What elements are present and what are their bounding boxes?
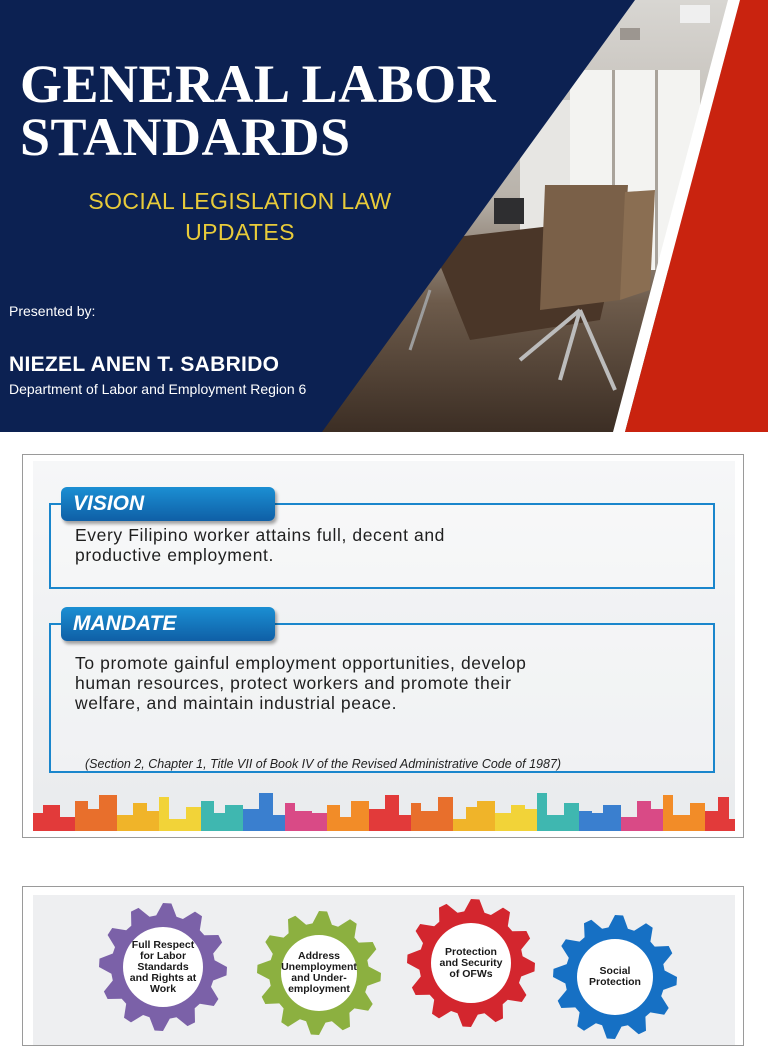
gear-label-line: and Under- <box>291 972 347 984</box>
gear-label-line: Protection <box>589 976 641 988</box>
priorities-slide <box>22 886 744 1046</box>
gear-label-line: of OFWs <box>449 967 493 980</box>
skyline-building <box>147 811 159 831</box>
skyline-building <box>466 807 477 831</box>
skyline-building <box>453 819 466 831</box>
mandate-line-3: welfare, and maintain industrial peace. <box>75 693 398 713</box>
skyline-building <box>621 817 637 831</box>
skyline-building <box>663 795 673 831</box>
skyline-building <box>603 805 621 831</box>
skyline-building <box>547 815 564 831</box>
gear-label-line: Work <box>149 982 177 995</box>
skyline-building <box>729 819 735 831</box>
skyline-building <box>385 795 399 831</box>
city-skyline-decoration <box>33 791 735 831</box>
skyline-building <box>477 801 495 831</box>
skyline-building <box>351 801 369 831</box>
skyline-building <box>201 801 214 831</box>
skyline-building <box>33 813 43 831</box>
title-line-2: STANDARDS <box>20 107 351 167</box>
skyline-building <box>690 803 705 831</box>
skyline-building <box>295 811 312 831</box>
gear-label <box>121 940 205 995</box>
skyline-building <box>43 805 60 831</box>
presentation-title <box>20 54 580 167</box>
skyline-building <box>511 805 525 831</box>
skyline-building <box>438 797 453 831</box>
gear-label-line: Standards <box>137 960 189 973</box>
skyline-building <box>75 801 88 831</box>
skyline-building <box>592 813 603 831</box>
skyline-building <box>579 811 592 831</box>
skyline-building <box>273 815 285 831</box>
skyline-building <box>525 809 537 831</box>
mandate-heading: MANDATE <box>61 607 275 641</box>
skyline-building <box>214 813 225 831</box>
skyline-building <box>117 815 133 831</box>
vision-line-2: productive employment. <box>75 545 274 565</box>
title-slide <box>0 0 768 432</box>
gear-label-line: Address <box>297 950 340 962</box>
skyline-building <box>88 809 99 831</box>
skyline-building <box>495 813 511 831</box>
skyline-building <box>312 813 327 831</box>
skyline-building <box>169 819 186 831</box>
gear-label-line: Unemployment <box>281 961 357 973</box>
presentation-subtitle <box>40 186 440 248</box>
skyline-building <box>411 803 421 831</box>
skyline-building <box>340 817 351 831</box>
gear-label-line: employment <box>288 983 350 995</box>
skyline-building <box>564 803 579 831</box>
skyline-building <box>159 797 169 831</box>
mandate-line-2: human resources, protect workers and promote their <box>75 673 512 693</box>
skyline-building <box>399 815 411 831</box>
skyline-building <box>421 811 438 831</box>
gear-label <box>429 947 513 980</box>
slide-background <box>33 461 735 831</box>
gear-label-line: for Labor <box>139 949 187 962</box>
gear-label-line: Full Respect <box>131 938 195 951</box>
skyline-building <box>673 815 690 831</box>
skyline-building <box>705 811 718 831</box>
skyline-building <box>327 805 340 831</box>
gear-label-line: Social <box>599 965 631 977</box>
vision-mandate-slide <box>22 454 744 838</box>
skyline-building <box>133 803 147 831</box>
title-line-1: GENERAL LABOR <box>20 54 497 114</box>
skyline-building <box>651 809 663 831</box>
mandate-citation: (Section 2, Chapter 1, Title VII of Book IV of the Revised Administrative Code of 1987) <box>85 757 562 771</box>
skyline-building <box>186 807 201 831</box>
gear-label <box>573 966 657 988</box>
presented-by-label: Presented by: <box>9 303 96 319</box>
skyline-building <box>369 809 385 831</box>
gear-label-line: and Rights at <box>129 971 197 984</box>
vision-line-1: Every Filipino worker attains full, decent and <box>75 525 445 545</box>
skyline-building <box>718 797 729 831</box>
skyline-building <box>537 793 547 831</box>
gear-label <box>277 951 361 995</box>
gear-label-line: and Security <box>439 956 503 969</box>
presenter-organization: Department of Labor and Employment Region 6 <box>9 381 307 397</box>
skyline-building <box>225 805 243 831</box>
skyline-building <box>60 817 75 831</box>
vision-heading: VISION <box>61 487 275 521</box>
subtitle-line-1: SOCIAL LEGISLATION LAW <box>88 188 392 214</box>
presenter-name: NIEZEL ANEN T. SABRIDO <box>9 353 280 376</box>
gear-label-line: Protection <box>445 945 497 958</box>
mandate-line-1: To promote gainful employment opportunities, develop <box>75 653 527 673</box>
skyline-building <box>243 809 259 831</box>
skyline-building <box>99 795 117 831</box>
subtitle-line-2: UPDATES <box>185 219 295 245</box>
skyline-building <box>285 803 295 831</box>
skyline-building <box>259 793 273 831</box>
skyline-building <box>637 801 651 831</box>
